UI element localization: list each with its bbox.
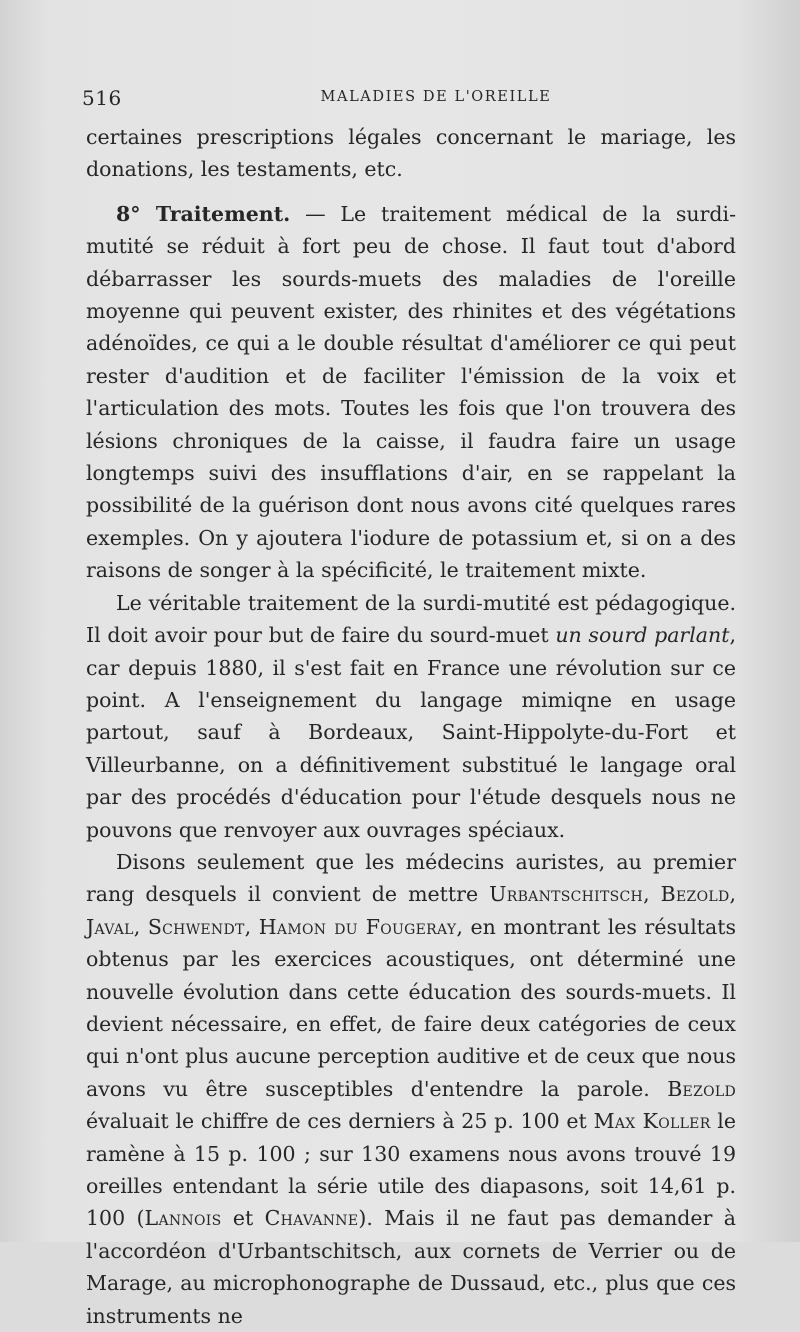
page-number: 516 xyxy=(82,86,122,110)
section-heading: 8° Traitement. xyxy=(116,201,291,226)
author-name: Urbantschitsch xyxy=(489,882,644,907)
paragraph-text: évaluait le chiffre de ces derniers à 25 p. 100 et xyxy=(86,1109,594,1134)
separator: , xyxy=(643,882,661,907)
running-title: MALADIES DE L'OREILLE xyxy=(320,89,552,105)
separator: , xyxy=(244,914,259,939)
paragraph-auristes xyxy=(86,846,736,1332)
author-name: Chavanne xyxy=(264,1206,359,1231)
italic-phrase: un sourd parlant xyxy=(555,623,730,648)
paragraph-continuation: certaines prescriptions légales concernant le mariage, les donations, les testaments, etc. xyxy=(86,125,736,182)
paragraph-text: le ramène à 15 p. 100 ; sur 130 examens nous avons trouvé 19 oreilles entendant la série utile des diapasons, soit 14,61 p. 100 ( xyxy=(86,1109,736,1231)
author-name: Javal xyxy=(86,914,134,939)
author-name: Bezold xyxy=(667,1076,736,1101)
paragraph-text: , car depuis 1880, il s'est fait en France une révolution sur ce point. A l'enseignement du langage mimiqne en usage partout, sauf à Bordeaux, Saint-Hippolyte-du-Fort et Villeurbanne, on a définitivement substitué le langage oral par des procédés d'éducation pour l'étude desquels nous ne pouvons que renvoyer aux ouvrages spéciaux. xyxy=(86,623,736,842)
separator: , xyxy=(133,914,148,939)
author-name: Bezold xyxy=(660,882,730,907)
paragraph-text: ). Mais il ne faut pas demander à l'accordéon d'Urbantschitsch, aux cornets de Verrier ou de Marage, au microphonographe de Dussaud, etc., plus que ces instruments ne xyxy=(86,1206,736,1328)
paragraph-text: Le traitement médical de la surdi-mutité se réduit à fort peu de chose. Il faut tout d'abord débarrasser les sourds-muets des maladies de l'oreille moyenne qui peuvent exister, des rhinites et des végétations adénoïdes, ce qui a le double résultat d'améliorer ce qui peut rester d'audition et de faciliter l'émission de la voix et l'articulation des mots. Toutes les fois que l'on trouvera des lésions chroniques de la caisse, il faudra faire un usage longtemps suivi des insufflations d'air, en se rappelant la possibilité de la guérison dont nous avons cité quelques rares exemples. On y ajoutera l'iodure de potassium et, si on a des raisons de songer à la spécificité, le traitement mixte. xyxy=(86,201,736,583)
author-name: Schwendt xyxy=(147,914,245,939)
separator: , xyxy=(729,882,736,907)
author-name: Lannois xyxy=(144,1206,222,1231)
heading-dash: — xyxy=(290,201,341,226)
paragraph-text: et xyxy=(221,1206,265,1231)
paragraph-text: , en montrant les résultats obtenus par les exercices acoustiques, ont déterminé une nouvelle évolution dans cette éducation des sourds-muets. Il devient nécessaire, en effet, de faire deux catégories de ceux qui n'ont plus aucune perception auditive et de ceux que nous avons vu être susceptibles d'entendre la parole. xyxy=(86,914,736,1101)
paragraph-pedagogique xyxy=(86,587,736,846)
paragraph-traitement xyxy=(86,198,736,587)
page-header xyxy=(82,86,742,110)
author-name: Hamon du Fougeray xyxy=(258,914,457,939)
paragraph-text: Le véritable traitement de la surdi-mutité est pédagogique. Il doit avoir pour but de faire du sourd-muet xyxy=(86,590,736,648)
author-name: Max Koller xyxy=(593,1109,711,1134)
paragraph-text: Disons seulement que les médecins auristes, au premier rang desquels il convient de mettre xyxy=(86,849,736,907)
body-text xyxy=(86,121,736,1332)
